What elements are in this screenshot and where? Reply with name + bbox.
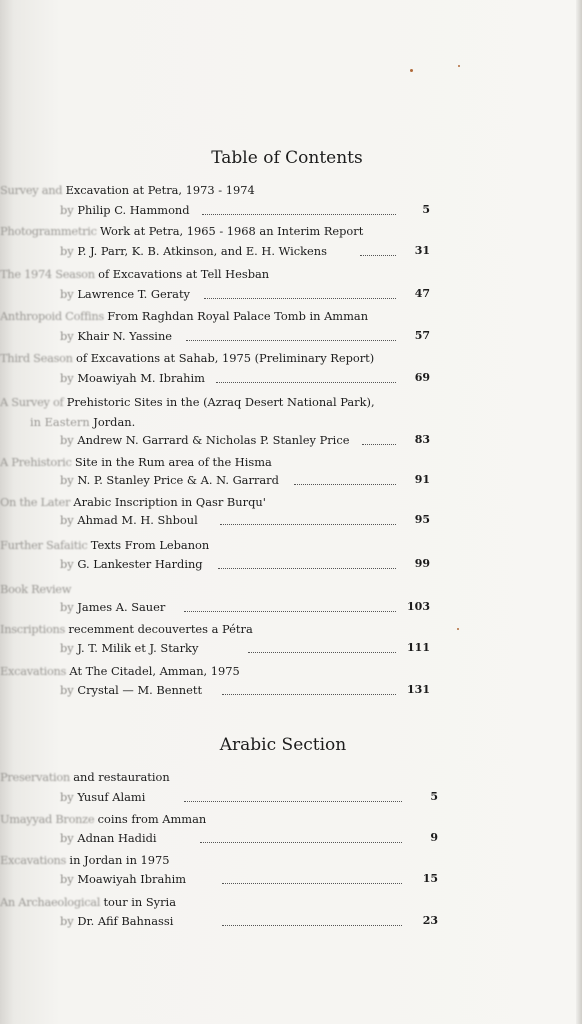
entry-author-row <box>0 371 582 387</box>
leader-dots <box>222 680 396 695</box>
entry-author-row <box>0 600 582 616</box>
arabic-section-title: Arabic Section <box>219 735 347 755</box>
entry-author-row <box>0 790 582 806</box>
entry-author-row <box>0 287 582 303</box>
page-number: 131 <box>407 683 430 696</box>
entry-author-row <box>0 872 582 888</box>
leader-dots <box>248 638 396 653</box>
page-number: 9 <box>430 831 438 844</box>
entry-author-row <box>0 683 582 699</box>
entry-author-row <box>0 203 582 219</box>
entry-title: Preservation and restauration <box>0 770 170 784</box>
entry-author: by Adnan Hadidi <box>60 831 157 845</box>
entry-author: by P. J. Parr, K. B. Atkinson, and E. H. Wickens <box>60 244 327 258</box>
entry-title: Excavations At The Citadel, Amman, 1975 <box>0 664 240 678</box>
page-number: 47 <box>414 287 430 300</box>
entry-title: Excavations in Jordan in 1975 <box>0 853 170 867</box>
paper-spot <box>458 65 460 67</box>
entry-author-row <box>0 329 582 345</box>
leader-dots <box>200 828 402 843</box>
paper-spot <box>410 69 413 72</box>
leader-dots <box>186 326 396 341</box>
leader-dots <box>216 368 396 383</box>
entry-author: by Crystal — M. Bennett <box>60 683 203 697</box>
entry-title: A Survey of Prehistoric Sites in the (Azraq Desert National Park), <box>0 395 375 409</box>
page-number: 69 <box>414 371 430 384</box>
entry-title-continued: in Eastern Jordan. <box>30 415 136 429</box>
leader-dots <box>294 470 396 485</box>
page-number: 57 <box>414 329 430 342</box>
entry-author: by J. T. Milik et J. Starky <box>60 641 199 655</box>
entry-author: by James A. Sauer <box>60 600 166 614</box>
entry-author: by Moawiyah Ibrahim <box>60 872 187 886</box>
page-number: 31 <box>414 244 430 257</box>
page-number: 95 <box>414 513 430 526</box>
entry-author: by Philip C. Hammond <box>60 203 190 217</box>
entry-author: by Lawrence T. Geraty <box>60 287 190 301</box>
entry-title: A Prehistoric Site in the Rum area of the Hisma <box>0 455 272 469</box>
entry-title: Umayyad Bronze coins from Amman <box>0 812 207 826</box>
entry-author: by Yusuf Alami <box>60 790 146 804</box>
leader-dots <box>222 869 402 884</box>
leader-dots <box>202 200 396 215</box>
entry-author: by N. P. Stanley Price & A. N. Garrard <box>60 473 279 487</box>
page-number: 23 <box>422 914 438 927</box>
entry-author-row <box>0 831 582 847</box>
entry-author-row <box>0 433 582 449</box>
page-number: 15 <box>422 872 438 885</box>
page-number: 99 <box>414 557 430 570</box>
leader-dots <box>218 554 396 569</box>
entry-author: by Andrew N. Garrard & Nicholas P. Stanley Price <box>60 433 350 447</box>
entry-title: The 1974 Season of Excavations at Tell Hesban <box>0 267 270 281</box>
entry-title: On the Later Arabic Inscription in Qasr Burqu' <box>0 495 266 509</box>
page-number: 91 <box>414 473 430 486</box>
entry-author: by G. Lankester Harding <box>60 557 203 571</box>
entry-title: Third Season of Excavations at Sahab, 1975 (Preliminary Report) <box>0 351 375 365</box>
entry-author-row <box>0 513 582 529</box>
entry-author: by Ahmad M. H. Shboul <box>60 513 198 527</box>
entry-title: Further Safaitic Texts From Lebanon <box>0 538 210 552</box>
leader-dots <box>222 911 402 926</box>
page-number: 5 <box>422 203 430 216</box>
entry-title: Survey and Excavation at Petra, 1973 - 1974 <box>0 183 255 197</box>
entry-author-row <box>0 914 582 930</box>
entry-author: by Moawiyah M. Ibrahim <box>60 371 205 385</box>
entry-author-row <box>0 557 582 573</box>
page-number: 83 <box>414 433 430 446</box>
paper-spot <box>457 628 459 630</box>
page-number: 111 <box>407 641 430 654</box>
page-number: 5 <box>430 790 438 803</box>
page-number: 103 <box>407 600 430 613</box>
entry-title: Book Review <box>0 582 72 596</box>
entry-author: by Khair N. Yassine <box>60 329 173 343</box>
toc-title: Table of Contents <box>211 148 363 168</box>
entry-author-row <box>0 244 582 260</box>
leader-dots <box>204 284 396 299</box>
entry-title: An Archaeological tour in Syria <box>0 895 176 909</box>
leader-dots <box>220 510 396 525</box>
leader-dots <box>184 597 396 612</box>
entry-title: Inscriptions recemment decouvertes a Pétra <box>0 622 253 636</box>
entry-title: Anthropoid Coffins From Raghdan Royal Palace Tomb in Amman <box>0 309 369 323</box>
entry-author-row <box>0 473 582 489</box>
leader-dots <box>184 787 402 802</box>
entry-title: Photogrammetric Work at Petra, 1965 - 1968 an Interim Report <box>0 224 364 238</box>
entry-author-row <box>0 641 582 657</box>
entry-author: by Dr. Afif Bahnassi <box>60 914 174 928</box>
